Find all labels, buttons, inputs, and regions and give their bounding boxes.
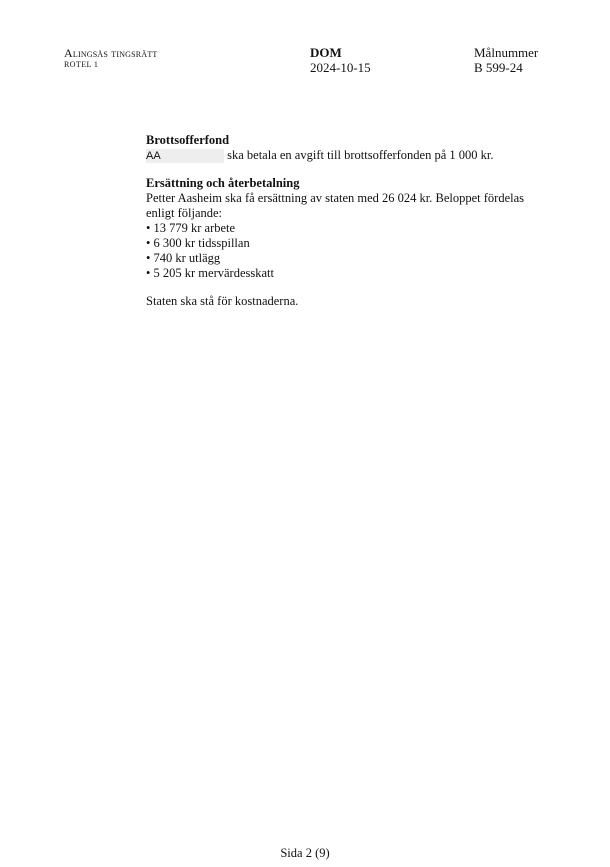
list-item: • 13 779 kr arbete (146, 221, 546, 236)
section-crime-victim-fund (146, 133, 546, 163)
list-item: • 6 300 kr tidsspillan (146, 236, 546, 251)
court-header (64, 46, 158, 70)
document-date: 2024-10-15 (310, 60, 371, 75)
document-type: DOM (310, 45, 342, 60)
compensation-text: Petter Aasheim ska få ersättning av staten med 26 024 kr. Beloppet fördelas enligt följande: (146, 191, 525, 220)
page-number: Sida 2 (9) (280, 846, 330, 860)
section-compensation (146, 176, 546, 281)
case-header (474, 45, 538, 75)
document-body (146, 133, 546, 309)
court-name: Alingsås tingsrätt (64, 46, 158, 60)
crime-victim-fund-text: ska betala en avgift till brottsofferfonden på 1 000 kr. (227, 148, 494, 162)
section-heading-compensation: Ersättning och återbetalning (146, 176, 300, 190)
case-number-label: Målnummer (474, 45, 539, 60)
section-heading-crime-victim-fund: Brottsofferfond (146, 133, 230, 147)
document-header (310, 45, 371, 75)
closing-statement: Staten ska stå för kostnaderna. (146, 294, 299, 308)
compensation-breakdown-list (146, 221, 546, 281)
court-department: ROTEL 1 (64, 60, 99, 69)
redacted-defendant-name: AA (146, 149, 224, 163)
case-number: B 599-24 (474, 60, 523, 75)
crime-victim-fund-paragraph (146, 148, 546, 163)
list-item: • 740 kr utlägg (146, 251, 546, 266)
list-item: • 5 205 kr mervärdesskatt (146, 266, 546, 281)
